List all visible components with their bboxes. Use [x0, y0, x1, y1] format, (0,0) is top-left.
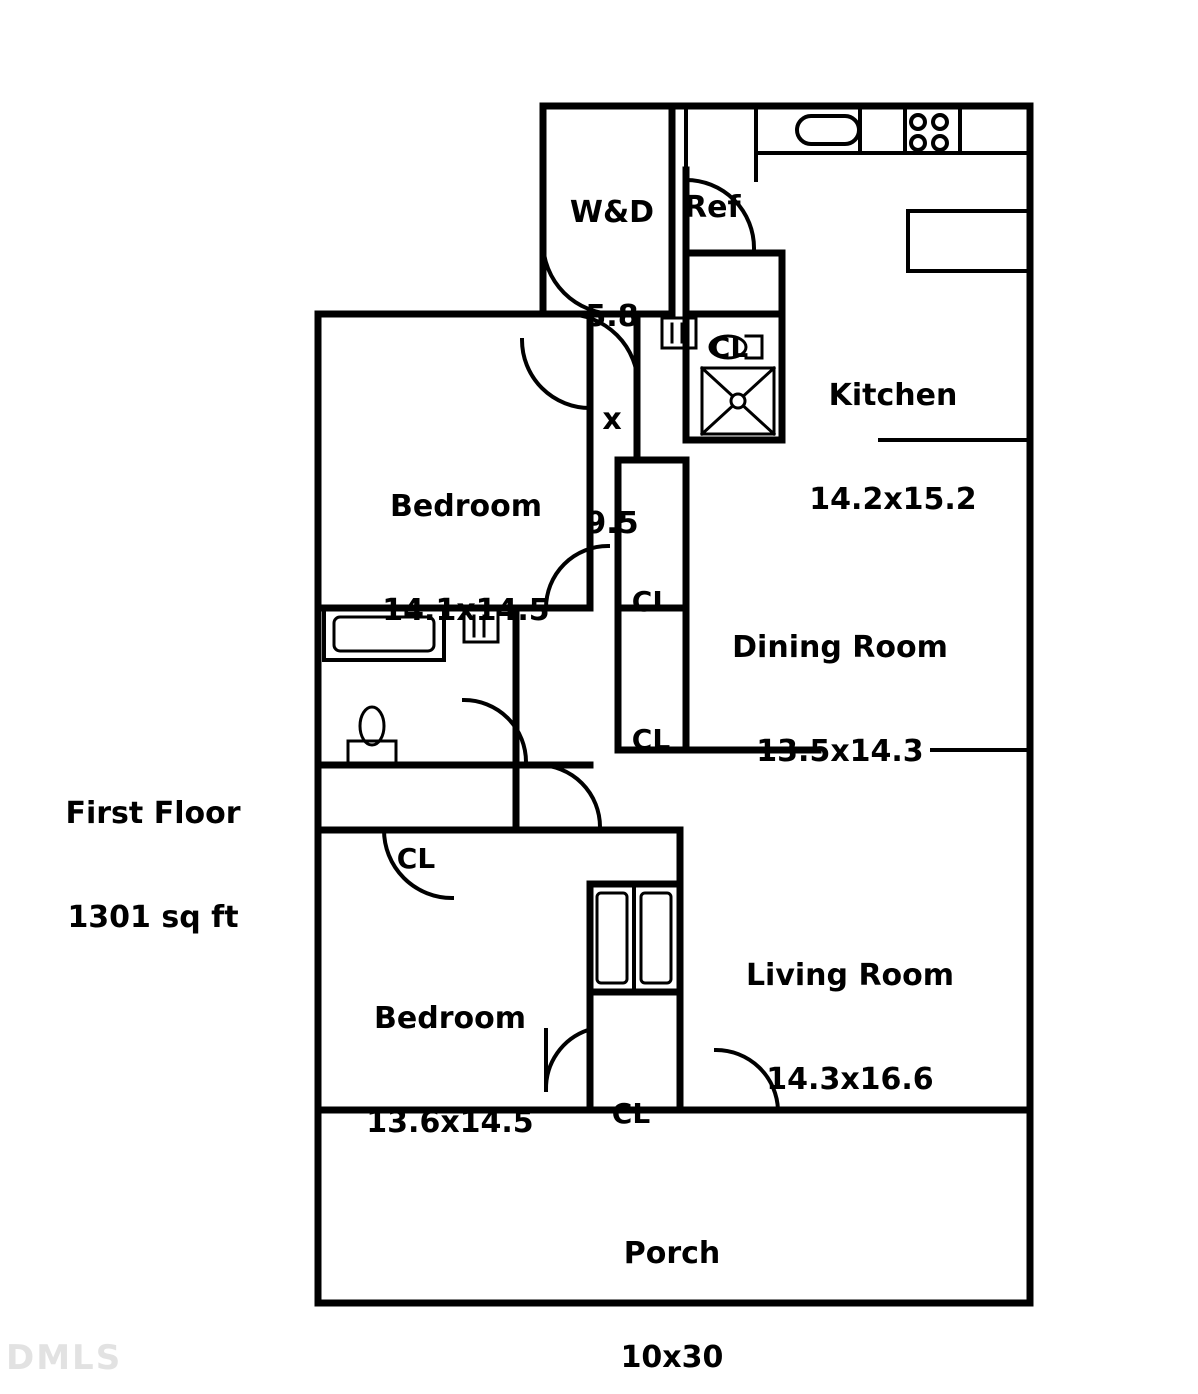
- room-dining: Dining Room 13.5x14.3: [732, 630, 948, 769]
- floor-area: 1301 sq ft: [67, 899, 239, 935]
- room-bedroom-1: Bedroom 14.1x14.5: [382, 489, 550, 628]
- room-kitchen: Kitchen 14.2x15.2: [809, 378, 977, 517]
- room-living: Living Room 14.3x16.6: [745, 958, 955, 1097]
- watermark: DMLS: [6, 1338, 123, 1378]
- room-bedroom-2: Bedroom 13.6x14.5: [366, 1001, 534, 1140]
- washer-dryer-label: W&D 5.8 x 9.5: [569, 195, 655, 541]
- closet-mid-upper: CL: [631, 585, 671, 619]
- floor-summary: [43, 728, 263, 1004]
- closet-bedroom-2: CL: [611, 1097, 651, 1131]
- closet-mid-lower: CL: [631, 723, 671, 757]
- closet-hall-left: CL: [396, 842, 436, 876]
- floor-label: First Floor: [65, 796, 241, 831]
- room-porch: Porch 10x30: [620, 1236, 724, 1375]
- closet-hall-top: CL: [709, 331, 749, 365]
- refrigerator-label: Ref: [684, 190, 741, 225]
